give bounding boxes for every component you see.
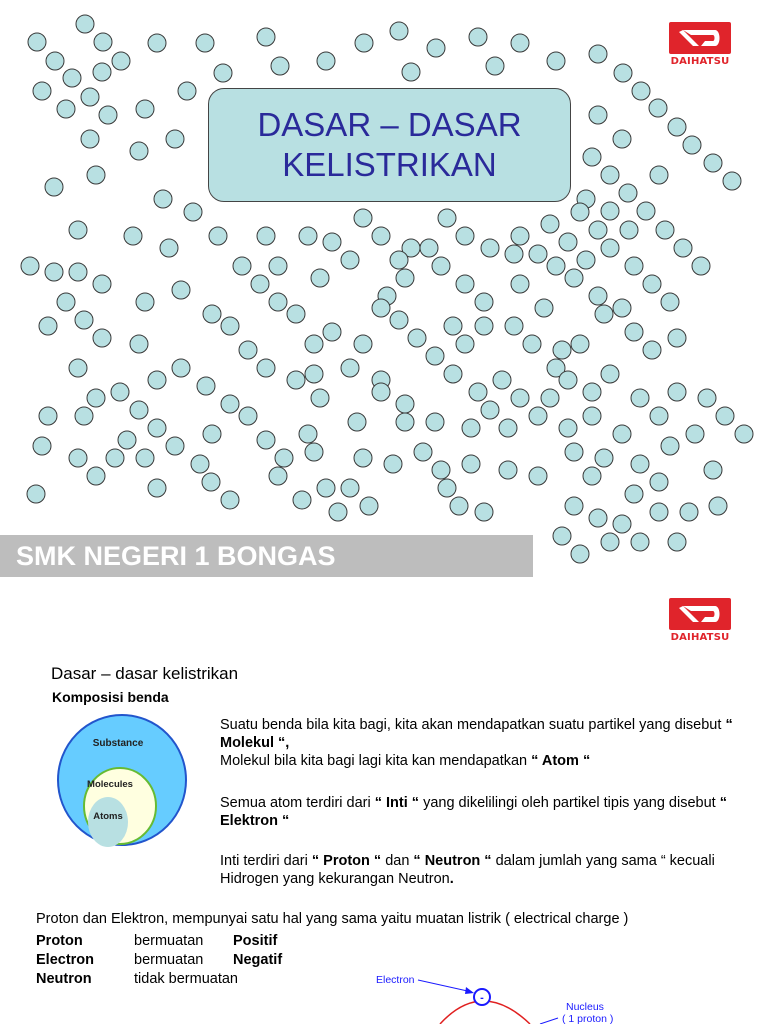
decorative-bubble-icon bbox=[372, 299, 390, 317]
decorative-bubble-icon bbox=[559, 419, 577, 437]
decorative-bubble-icon bbox=[571, 335, 589, 353]
decorative-bubble-icon bbox=[154, 190, 172, 208]
decorative-bubble-icon bbox=[438, 209, 456, 227]
decorative-bubble-icon bbox=[529, 467, 547, 485]
decorative-bubble-icon bbox=[166, 437, 184, 455]
charge-name: Neutron bbox=[36, 971, 92, 987]
decorative-bubble-icon bbox=[305, 365, 323, 383]
charge-value: Positif bbox=[233, 933, 278, 949]
decorative-bubble-icon bbox=[148, 419, 166, 437]
decorative-bubble-icon bbox=[475, 293, 493, 311]
title-line-1: DASAR – DASAR bbox=[257, 106, 522, 143]
decorative-bubble-icon bbox=[148, 34, 166, 52]
decorative-bubble-icon bbox=[462, 419, 480, 437]
decorative-bubble-icon bbox=[559, 371, 577, 389]
decorative-bubble-icon bbox=[75, 407, 93, 425]
decorative-bubble-icon bbox=[475, 503, 493, 521]
decorative-bubble-icon bbox=[511, 227, 529, 245]
decorative-bubble-icon bbox=[93, 63, 111, 81]
decorative-bubble-icon bbox=[432, 461, 450, 479]
charge-desc: tidak bermuatan bbox=[134, 971, 238, 987]
decorative-bubble-icon bbox=[613, 130, 631, 148]
decorative-bubble-icon bbox=[257, 28, 275, 46]
decorative-bubble-icon bbox=[172, 359, 190, 377]
decorative-bubble-icon bbox=[613, 299, 631, 317]
decorative-bubble-icon bbox=[625, 323, 643, 341]
decorative-bubble-icon bbox=[221, 395, 239, 413]
decorative-bubble-icon bbox=[305, 443, 323, 461]
decorative-bubble-icon bbox=[69, 221, 87, 239]
decorative-bubble-icon bbox=[166, 130, 184, 148]
decorative-bubble-icon bbox=[462, 455, 480, 473]
decorative-bubble-icon bbox=[583, 407, 601, 425]
decorative-bubble-icon bbox=[355, 34, 373, 52]
decorative-bubble-icon bbox=[631, 533, 649, 551]
electron-arrow bbox=[418, 980, 472, 992]
decorative-bubble-icon bbox=[354, 449, 372, 467]
daihatsu-logo bbox=[669, 598, 731, 643]
decorative-bubble-icon bbox=[130, 142, 148, 160]
decorative-bubble-icon bbox=[414, 443, 432, 461]
slide-heading: Dasar – dasar kelistrikan bbox=[51, 664, 239, 683]
content-slide bbox=[0, 586, 768, 1024]
nucleus-arrow bbox=[540, 1018, 558, 1024]
decorative-bubble-icon bbox=[523, 335, 541, 353]
charge-table bbox=[36, 932, 282, 989]
decorative-bubble-icon bbox=[601, 365, 619, 383]
p1-text-a: Suatu benda bila kita bagi, kita akan mendapatkan suatu partikel yang disebut bbox=[220, 717, 722, 733]
decorative-bubble-icon bbox=[354, 335, 372, 353]
decorative-bubble-icon bbox=[450, 497, 468, 515]
decorative-bubble-icon bbox=[348, 413, 366, 431]
decorative-bubble-icon bbox=[505, 245, 523, 263]
decorative-bubble-icon bbox=[384, 455, 402, 473]
decorative-bubble-icon bbox=[251, 275, 269, 293]
charge-row-electron bbox=[36, 951, 282, 970]
decorative-bubble-icon bbox=[372, 227, 390, 245]
decorative-bubble-icon bbox=[613, 515, 631, 533]
decorative-bubble-icon bbox=[221, 491, 239, 509]
decorative-bubble-icon bbox=[698, 389, 716, 407]
decorative-bubble-icon bbox=[420, 239, 438, 257]
decorative-bubble-icon bbox=[631, 389, 649, 407]
decorative-bubble-icon bbox=[46, 52, 64, 70]
decorative-bubble-icon bbox=[438, 479, 456, 497]
decorative-bubble-icon bbox=[601, 202, 619, 220]
decorative-bubble-icon bbox=[118, 431, 136, 449]
decorative-bubble-icon bbox=[299, 425, 317, 443]
decorative-bubble-icon bbox=[643, 275, 661, 293]
decorative-bubble-icon bbox=[692, 257, 710, 275]
decorative-bubble-icon bbox=[444, 317, 462, 335]
nucleus-label: Nucleus bbox=[566, 1001, 604, 1013]
decorative-bubble-icon bbox=[595, 449, 613, 467]
decorative-bubble-icon bbox=[541, 389, 559, 407]
decorative-bubble-icon bbox=[668, 329, 686, 347]
decorative-bubble-icon bbox=[511, 275, 529, 293]
decorative-bubble-icon bbox=[57, 293, 75, 311]
decorative-bubble-icon bbox=[601, 166, 619, 184]
decorative-bubble-icon bbox=[650, 166, 668, 184]
decorative-bubble-icon bbox=[650, 407, 668, 425]
decorative-bubble-icon bbox=[481, 239, 499, 257]
p3-term-neutron: “ Neutron “ bbox=[413, 853, 492, 869]
p1-term-molekul: “ Molekul “, bbox=[220, 717, 733, 751]
electron-label: Electron bbox=[376, 974, 415, 986]
decorative-bubble-icon bbox=[275, 449, 293, 467]
decorative-bubble-icon bbox=[680, 503, 698, 521]
decorative-bubble-icon bbox=[203, 305, 221, 323]
decorative-bubble-icon bbox=[63, 69, 81, 87]
decorative-bubble-icon bbox=[172, 281, 190, 299]
decorative-bubble-icon bbox=[637, 202, 655, 220]
decorative-bubble-icon bbox=[709, 497, 727, 515]
decorative-bubble-icon bbox=[589, 287, 607, 305]
substance-label: Substance bbox=[92, 738, 144, 749]
decorative-bubble-icon bbox=[553, 341, 571, 359]
decorative-bubble-icon bbox=[619, 184, 637, 202]
decorative-bubble-icon bbox=[529, 245, 547, 263]
decorative-bubble-icon bbox=[341, 479, 359, 497]
decorative-bubble-icon bbox=[87, 467, 105, 485]
decorative-bubble-icon bbox=[704, 461, 722, 479]
decorative-bubble-icon bbox=[323, 323, 341, 341]
decorative-bubble-icon bbox=[317, 52, 335, 70]
decorative-bubble-icon bbox=[444, 365, 462, 383]
decorative-bubble-icon bbox=[76, 15, 94, 33]
decorative-bubble-icon bbox=[184, 203, 202, 221]
logo-brand-text: DAIHATSU bbox=[670, 56, 730, 67]
decorative-bubble-icon bbox=[620, 221, 638, 239]
decorative-bubble-icon bbox=[287, 371, 305, 389]
decorative-bubble-icon bbox=[668, 383, 686, 401]
decorative-bubble-icon bbox=[21, 257, 39, 275]
decorative-bubble-icon bbox=[432, 257, 450, 275]
p3-term-proton: “ Proton “ bbox=[311, 853, 382, 869]
decorative-bubble-icon bbox=[456, 227, 474, 245]
decorative-bubble-icon bbox=[191, 455, 209, 473]
decorative-bubble-icon bbox=[160, 239, 178, 257]
decorative-bubble-icon bbox=[559, 233, 577, 251]
decorative-bubble-icon bbox=[469, 28, 487, 46]
decorative-bubble-icon bbox=[650, 503, 668, 521]
decorative-bubble-icon bbox=[293, 491, 311, 509]
decorative-bubble-icon bbox=[317, 479, 335, 497]
p1-term-atom: “ Atom “ bbox=[531, 753, 591, 769]
decorative-bubble-icon bbox=[571, 203, 589, 221]
decorative-bubble-icon bbox=[456, 335, 474, 353]
decorative-bubble-icon bbox=[583, 467, 601, 485]
decorative-bubble-icon bbox=[547, 257, 565, 275]
decorative-bubble-icon bbox=[93, 329, 111, 347]
decorative-bubble-icon bbox=[130, 335, 148, 353]
p2-text-a: Semua atom terdiri dari bbox=[220, 795, 371, 811]
decorative-bubble-icon bbox=[505, 317, 523, 335]
decorative-bubble-icon bbox=[668, 118, 686, 136]
decorative-bubble-icon bbox=[28, 33, 46, 51]
decorative-bubble-icon bbox=[589, 509, 607, 527]
decorative-bubble-icon bbox=[269, 467, 287, 485]
logo-brand-text: DAIHATSU bbox=[670, 632, 730, 643]
decorative-bubble-icon bbox=[723, 172, 741, 190]
p3-text-e: dalam jumlah yang sama “ kecuali Hidrogen yang kekurangan Neutron bbox=[220, 853, 715, 887]
decorative-bubble-icon bbox=[257, 359, 275, 377]
decorative-bubble-icon bbox=[486, 57, 504, 75]
p2-text-c: yang dikelilingi oleh partikel tipis yang disebut bbox=[423, 795, 716, 811]
electron-symbol: - bbox=[480, 992, 484, 1004]
decorative-bubble-icon bbox=[94, 33, 112, 51]
decorative-bubble-icon bbox=[148, 371, 166, 389]
decorative-bubble-icon bbox=[45, 263, 63, 281]
decorative-bubble-icon bbox=[674, 239, 692, 257]
decorative-bubble-icon bbox=[396, 395, 414, 413]
decorative-bubble-icon bbox=[625, 257, 643, 275]
decorative-bubble-icon bbox=[57, 100, 75, 118]
decorative-bubble-icon bbox=[499, 419, 517, 437]
paragraph-molekul bbox=[220, 716, 750, 770]
decorative-bubble-icon bbox=[69, 449, 87, 467]
decorative-bubble-icon bbox=[390, 251, 408, 269]
decorative-bubble-icon bbox=[595, 305, 613, 323]
p2-term-inti: “ Inti “ bbox=[374, 795, 420, 811]
decorative-bubble-icon bbox=[402, 63, 420, 81]
p1-text-c: Molekul bila kita bagi lagi kita kan mendapatkan bbox=[220, 753, 528, 769]
decorative-bubble-icon bbox=[341, 251, 359, 269]
charge-row-proton bbox=[36, 932, 282, 951]
decorative-bubble-icon bbox=[529, 407, 547, 425]
decorative-bubble-icon bbox=[390, 22, 408, 40]
decorative-bubble-icon bbox=[547, 52, 565, 70]
paragraph-elektron bbox=[220, 794, 750, 830]
decorative-bubble-icon bbox=[136, 100, 154, 118]
decorative-bubble-icon bbox=[124, 227, 142, 245]
decorative-bubble-icon bbox=[427, 39, 445, 57]
decorative-bubble-icon bbox=[45, 178, 63, 196]
decorative-bubble-icon bbox=[329, 503, 347, 521]
decorative-bubble-icon bbox=[130, 401, 148, 419]
daihatsu-logo bbox=[669, 22, 731, 67]
decorative-bubble-icon bbox=[704, 154, 722, 172]
decorative-bubble-icon bbox=[475, 317, 493, 335]
p2-term-elektron: “ Elektron “ bbox=[220, 795, 727, 829]
decorative-bubble-icon bbox=[299, 227, 317, 245]
charge-desc: bermuatan bbox=[134, 933, 204, 949]
title-box bbox=[208, 88, 571, 202]
decorative-bubble-icon bbox=[426, 413, 444, 431]
decorative-bubble-icon bbox=[601, 239, 619, 257]
decorative-bubble-icon bbox=[87, 389, 105, 407]
decorative-bubble-icon bbox=[656, 221, 674, 239]
decorative-bubble-icon bbox=[481, 401, 499, 419]
decorative-bubble-icon bbox=[511, 389, 529, 407]
decorative-bubble-icon bbox=[136, 449, 154, 467]
decorative-bubble-icon bbox=[541, 215, 559, 233]
decorative-bubble-icon bbox=[360, 497, 378, 515]
decorative-bubble-icon bbox=[81, 88, 99, 106]
decorative-bubble-icon bbox=[39, 407, 57, 425]
decorative-bubble-icon bbox=[271, 57, 289, 75]
decorative-bubble-icon bbox=[589, 106, 607, 124]
p3-text-a: Inti terdiri dari bbox=[220, 853, 308, 869]
decorative-bubble-icon bbox=[589, 45, 607, 63]
decorative-bubble-icon bbox=[257, 431, 275, 449]
decorative-bubble-icon bbox=[111, 383, 129, 401]
decorative-bubble-icon bbox=[661, 293, 679, 311]
decorative-bubble-icon bbox=[87, 166, 105, 184]
p3-period: . bbox=[449, 871, 454, 887]
decorative-bubble-icon bbox=[614, 64, 632, 82]
charge-value: Negatif bbox=[233, 952, 283, 968]
title-line-2: KELISTRIKAN bbox=[282, 146, 497, 183]
atoms-label: Atoms bbox=[93, 811, 123, 822]
decorative-bubble-icon bbox=[683, 136, 701, 154]
p3-text-c: dan bbox=[385, 853, 410, 869]
decorative-bubble-icon bbox=[148, 479, 166, 497]
electron-arrowhead-icon bbox=[465, 987, 474, 994]
decorative-bubble-icon bbox=[202, 473, 220, 491]
decorative-bubble-icon bbox=[716, 407, 734, 425]
nucleus-detail: ( 1 proton ) bbox=[562, 1013, 614, 1024]
decorative-bubble-icon bbox=[565, 269, 583, 287]
decorative-bubble-icon bbox=[136, 293, 154, 311]
decorative-bubble-icon bbox=[75, 311, 93, 329]
charge-intro: Proton dan Elektron, mempunyai satu hal yang sama yaitu muatan listrik ( electrical charge ) bbox=[36, 911, 629, 927]
decorative-bubble-icon bbox=[396, 413, 414, 431]
charge-row-neutron bbox=[36, 970, 282, 989]
decorative-bubble-icon bbox=[33, 82, 51, 100]
paragraph-proton-neutron bbox=[220, 852, 750, 888]
decorative-bubble-icon bbox=[426, 347, 444, 365]
molecules-label: Molecules bbox=[87, 779, 133, 790]
decorative-bubble-icon bbox=[93, 275, 111, 293]
decorative-bubble-icon bbox=[601, 533, 619, 551]
daihatsu-logo-icon bbox=[669, 22, 731, 54]
decorative-bubble-icon bbox=[631, 455, 649, 473]
decorative-bubble-icon bbox=[577, 251, 595, 269]
decorative-bubble-icon bbox=[305, 335, 323, 353]
atoms-ellipse bbox=[88, 797, 128, 847]
decorative-bubble-icon bbox=[106, 449, 124, 467]
decorative-bubble-icon bbox=[69, 359, 87, 377]
decorative-bubble-icon bbox=[311, 389, 329, 407]
decorative-bubble-icon bbox=[643, 341, 661, 359]
decorative-bubble-icon bbox=[469, 383, 487, 401]
daihatsu-logo-icon bbox=[669, 598, 731, 630]
decorative-bubble-icon bbox=[112, 52, 130, 70]
decorative-bubble-icon bbox=[99, 106, 117, 124]
decorative-bubble-icon bbox=[233, 257, 251, 275]
decorative-bubble-icon bbox=[686, 425, 704, 443]
decorative-bubble-icon bbox=[632, 82, 650, 100]
charge-name: Proton bbox=[36, 933, 83, 949]
decorative-bubble-icon bbox=[269, 293, 287, 311]
decorative-bubble-icon bbox=[341, 359, 359, 377]
decorative-bubble-icon bbox=[571, 545, 589, 563]
decorative-bubble-icon bbox=[650, 473, 668, 491]
decorative-bubble-icon bbox=[456, 275, 474, 293]
decorative-bubble-icon bbox=[197, 377, 215, 395]
decorative-bubble-icon bbox=[565, 497, 583, 515]
decorative-bubble-icon bbox=[178, 82, 196, 100]
decorative-bubble-icon bbox=[661, 437, 679, 455]
decorative-bubble-icon bbox=[81, 130, 99, 148]
decorative-bubble-icon bbox=[493, 371, 511, 389]
decorative-bubble-icon bbox=[735, 425, 753, 443]
composition-diagram bbox=[56, 714, 188, 849]
decorative-bubble-icon bbox=[583, 148, 601, 166]
decorative-bubble-icon bbox=[535, 299, 553, 317]
decorative-bubble-icon bbox=[499, 461, 517, 479]
decorative-bubble-icon bbox=[408, 329, 426, 347]
decorative-bubble-icon bbox=[269, 257, 287, 275]
decorative-bubble-icon bbox=[27, 485, 45, 503]
decorative-bubble-icon bbox=[323, 233, 341, 251]
decorative-bubble-icon bbox=[372, 383, 390, 401]
decorative-bubble-icon bbox=[287, 305, 305, 323]
decorative-bubble-icon bbox=[668, 533, 686, 551]
decorative-bubble-icon bbox=[209, 227, 227, 245]
decorative-bubble-icon bbox=[239, 407, 257, 425]
decorative-bubble-icon bbox=[33, 437, 51, 455]
decorative-bubble-icon bbox=[203, 425, 221, 443]
decorative-bubble-icon bbox=[39, 317, 57, 335]
school-name-bar: SMK NEGERI 1 BONGAS bbox=[0, 535, 533, 577]
decorative-bubble-icon bbox=[511, 34, 529, 52]
decorative-bubble-icon bbox=[214, 64, 232, 82]
decorative-bubble-icon bbox=[589, 221, 607, 239]
decorative-bubble-icon bbox=[354, 209, 372, 227]
decorative-bubble-icon bbox=[396, 269, 414, 287]
decorative-bubble-icon bbox=[553, 527, 571, 545]
section-subheading: Komposisi benda bbox=[52, 689, 169, 705]
decorative-bubble-icon bbox=[613, 425, 631, 443]
decorative-bubble-icon bbox=[583, 383, 601, 401]
hydrogen-atom-diagram bbox=[360, 968, 660, 1024]
decorative-bubble-icon bbox=[196, 34, 214, 52]
decorative-bubble-icon bbox=[69, 263, 87, 281]
decorative-bubble-icon bbox=[565, 443, 583, 461]
decorative-bubble-icon bbox=[625, 485, 643, 503]
decorative-bubble-icon bbox=[257, 227, 275, 245]
decorative-bubble-icon bbox=[239, 341, 257, 359]
decorative-bubble-icon bbox=[311, 269, 329, 287]
charge-desc: bermuatan bbox=[134, 952, 204, 968]
decorative-bubble-icon bbox=[221, 317, 239, 335]
charge-name: Electron bbox=[36, 952, 95, 968]
decorative-bubble-icon bbox=[390, 311, 408, 329]
decorative-bubble-icon bbox=[649, 99, 667, 117]
